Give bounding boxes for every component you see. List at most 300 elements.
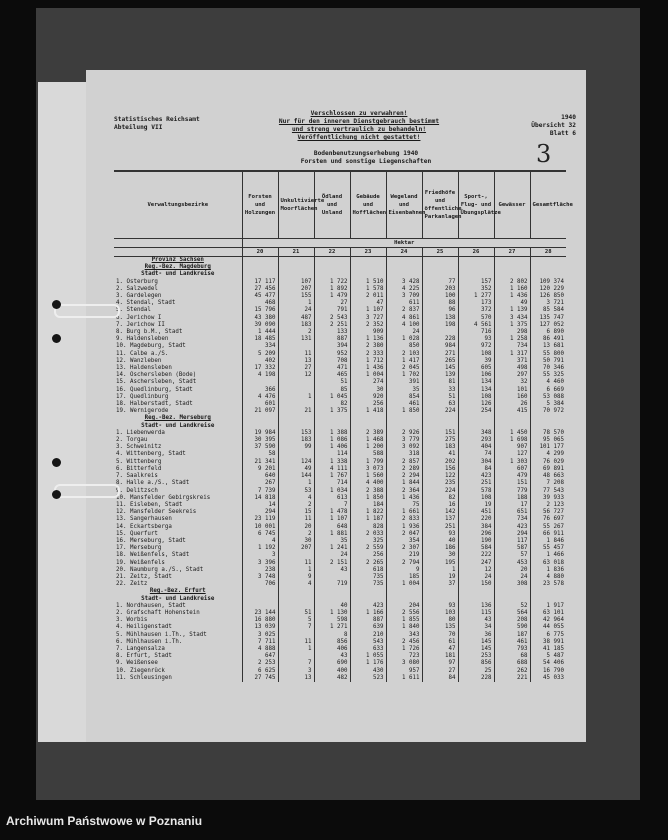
value-cell: 523: [350, 675, 386, 682]
column-header: Sport-, Flug- und Übungsplätze: [458, 171, 494, 239]
value-cell: 11: [278, 560, 314, 567]
value-cell: 2: [278, 502, 314, 509]
value-cell: 52: [494, 603, 530, 610]
empty-cell: [350, 415, 386, 422]
archive-credit: Archiwum Państwowe w Poznaniu: [6, 814, 203, 828]
table-row: [114, 480, 566, 487]
table-row: [114, 343, 566, 350]
district-name: 8. Halle a./S., Stadt: [116, 480, 190, 487]
value-cell: 253: [458, 653, 494, 660]
value-cell: 957: [386, 668, 422, 675]
table-row: [114, 632, 566, 639]
value-cell: 20: [494, 567, 530, 574]
value-cell: 19: [458, 502, 494, 509]
header-left: [114, 116, 200, 132]
punch-hole: [52, 334, 61, 343]
value-cell: 1 271: [314, 624, 350, 631]
value-cell: 9 201: [242, 466, 278, 473]
overview-number: Übersicht 32: [531, 122, 576, 129]
column-header: Ödland und Unland: [314, 171, 350, 239]
value-cell: 222: [458, 552, 494, 559]
value-cell: 43: [314, 567, 350, 574]
value-cell: 49: [494, 300, 530, 307]
value-cell: 1 107: [350, 307, 386, 314]
district-name: 10. Mansfelder Gebirgskreis: [116, 494, 211, 501]
value-cell: 1 466: [530, 552, 566, 559]
value-cell: 423: [458, 473, 494, 480]
value-cell: 219: [386, 552, 422, 559]
value-cell: 38 991: [530, 639, 566, 646]
value-cell: 1 767: [314, 473, 350, 480]
value-cell: 7 711: [242, 639, 278, 646]
notice-line: Nur für den inneren Dienstgebrauch bestimmt: [278, 118, 440, 125]
value-cell: 4: [242, 538, 278, 545]
value-cell: 131: [278, 336, 314, 343]
value-cell: 99: [278, 444, 314, 451]
empty-cell: [386, 264, 422, 271]
district-name: 15. Querfurt: [116, 530, 158, 537]
value-cell: 224: [422, 408, 458, 415]
value-cell: 151: [494, 480, 530, 487]
sheet-number: Blatt 6: [549, 130, 576, 137]
empty-cell: [278, 257, 314, 265]
value-cell: 1 139: [494, 307, 530, 314]
value-cell: 7: [278, 624, 314, 631]
value-cell: [422, 329, 458, 336]
value-cell: 27 745: [242, 675, 278, 682]
empty-cell: [278, 271, 314, 278]
value-cell: 82: [314, 401, 350, 408]
value-cell: 16 880: [242, 617, 278, 624]
value-cell: 334: [242, 343, 278, 350]
value-cell: 1 822: [350, 509, 386, 516]
value-cell: 2 389: [350, 430, 386, 437]
table-row: [114, 307, 566, 314]
empty-cell: [242, 264, 278, 271]
empty-cell: [386, 423, 422, 430]
empty-cell: [278, 264, 314, 271]
value-cell: 1 130: [314, 610, 350, 617]
column-number: 25: [422, 248, 458, 257]
value-cell: 25: [458, 668, 494, 675]
table-row: [114, 329, 566, 336]
district-name: 5. Wittenberg: [116, 458, 162, 465]
value-cell: 10 001: [242, 524, 278, 531]
value-cell: 2 794: [386, 560, 422, 567]
district-name: 1. Osterburg: [116, 278, 158, 285]
value-cell: 23 144: [242, 610, 278, 617]
value-cell: 2 103: [386, 351, 422, 358]
empty-cell: [278, 415, 314, 422]
empty-cell: [458, 415, 494, 422]
value-cell: 404: [458, 444, 494, 451]
value-cell: 590: [494, 624, 530, 631]
value-cell: 325: [350, 538, 386, 545]
value-cell: 45 477: [242, 293, 278, 300]
value-cell: 145: [458, 646, 494, 653]
section-heading: Reg.-Bez. Erfurt: [149, 588, 206, 595]
survey-title: Bodenbenutzungserhebung 1940: [313, 150, 419, 157]
value-cell: 633: [350, 646, 386, 653]
value-cell: 3 727: [350, 315, 386, 322]
value-cell: 400: [314, 668, 350, 675]
value-cell: 391: [386, 379, 422, 386]
column-number: 20: [242, 248, 278, 257]
empty-cell: [386, 271, 422, 278]
value-cell: 4 100: [386, 322, 422, 329]
value-cell: 543: [350, 639, 386, 646]
table-row: [114, 509, 566, 516]
value-cell: 779: [494, 488, 530, 495]
table-row: [114, 394, 566, 401]
value-cell: 11: [278, 639, 314, 646]
district-name: 1. Liebenwerda: [116, 429, 165, 436]
value-cell: 78 570: [530, 430, 566, 437]
value-cell: 86 491: [530, 336, 566, 343]
value-cell: 93: [458, 336, 494, 343]
value-cell: 55 267: [530, 524, 566, 531]
value-cell: 36: [458, 632, 494, 639]
value-cell: 1 258: [494, 336, 530, 343]
district-name: 7. Langensalza: [116, 645, 165, 652]
value-cell: 1 844: [386, 480, 422, 487]
empty-cell: [494, 588, 530, 595]
value-cell: 723: [386, 653, 422, 660]
district-name: 10. Ziegenrück: [116, 667, 165, 674]
district-name: 4. Heiligenstadt: [116, 624, 172, 631]
column-header: Gebäude und Hofflächen: [350, 171, 386, 239]
value-cell: 202: [422, 459, 458, 466]
value-cell: 690: [314, 660, 350, 667]
value-cell: 1: [278, 300, 314, 307]
value-cell: 4 476: [242, 394, 278, 401]
value-cell: 126 850: [530, 293, 566, 300]
value-cell: 207: [278, 286, 314, 293]
empty-cell: [494, 415, 530, 422]
value-cell: 3 748: [242, 574, 278, 581]
table-row: [114, 531, 566, 538]
value-cell: 578: [458, 488, 494, 495]
value-cell: 294: [494, 531, 530, 538]
value-cell: 2 289: [386, 466, 422, 473]
value-cell: [278, 343, 314, 350]
empty-cell: [494, 257, 530, 265]
value-cell: 48 663: [530, 473, 566, 480]
table-row: [114, 358, 566, 365]
empty-cell: [494, 271, 530, 278]
value-cell: [314, 574, 350, 581]
empty-cell: [350, 264, 386, 271]
table-row: [114, 653, 566, 660]
district-name: 19. Weißenfels: [116, 559, 165, 566]
value-cell: 4 111: [314, 466, 350, 473]
value-cell: 41 185: [530, 646, 566, 653]
value-cell: 3 396: [242, 560, 278, 567]
handwritten-page-number: 3: [536, 140, 552, 168]
value-cell: 34: [458, 624, 494, 631]
value-cell: 198: [422, 322, 458, 329]
value-cell: 2 364: [386, 488, 422, 495]
value-cell: 1 176: [350, 660, 386, 667]
district-name: 2. Salzwedel: [116, 285, 158, 292]
value-cell: 2 833: [386, 516, 422, 523]
value-cell: 108: [458, 351, 494, 358]
value-cell: 2 837: [386, 307, 422, 314]
district-name: 9. Haldensleben: [116, 336, 169, 343]
value-cell: 49: [278, 466, 314, 473]
value-cell: 1 187: [350, 516, 386, 523]
value-cell: 16 790: [530, 668, 566, 675]
subheading: Stadt- und Landkreise: [141, 271, 215, 278]
value-cell: 27 456: [242, 286, 278, 293]
table-row: [114, 668, 566, 675]
district-name: 12. Wanzleben: [116, 357, 162, 364]
value-cell: 2 151: [314, 560, 350, 567]
table-row: [114, 408, 566, 415]
value-cell: 2 033: [350, 531, 386, 538]
table-row: [114, 466, 566, 473]
value-cell: 145: [458, 639, 494, 646]
value-cell: 19: [422, 574, 458, 581]
value-cell: 137: [422, 516, 458, 523]
value-cell: 1 192: [242, 545, 278, 552]
value-cell: 23 119: [242, 516, 278, 523]
value-cell: 1 846: [530, 538, 566, 545]
value-cell: 451: [458, 509, 494, 516]
notice-line: und streng vertraulich zu behandeln!: [291, 126, 427, 133]
district-name: 3. Worbis: [116, 617, 148, 624]
value-cell: 430: [350, 668, 386, 675]
empty-cell: [458, 264, 494, 271]
value-cell: 267: [242, 480, 278, 487]
value-cell: 468: [242, 300, 278, 307]
value-cell: 274: [350, 379, 386, 386]
value-cell: 238: [242, 567, 278, 574]
section-heading-row: [114, 588, 566, 595]
value-cell: 2 253: [242, 660, 278, 667]
value-cell: [278, 603, 314, 610]
district-name: 9. Delitzsch: [116, 487, 158, 494]
value-cell: 24: [494, 574, 530, 581]
value-cell: 7: [314, 502, 350, 509]
value-cell: 587: [494, 545, 530, 552]
notice-line: Veröffentlichung nicht gestattet!: [297, 134, 421, 141]
value-cell: 611: [386, 300, 422, 307]
value-cell: 53 088: [530, 394, 566, 401]
table-row: [114, 286, 566, 293]
district-name: 8. Burg b.M., Stadt: [116, 329, 183, 336]
value-cell: 156: [422, 466, 458, 473]
value-cell: 30: [278, 538, 314, 545]
value-cell: 195: [422, 560, 458, 567]
value-cell: 4 198: [242, 372, 278, 379]
value-cell: 136: [458, 603, 494, 610]
value-cell: [278, 451, 314, 458]
value-cell: 352: [458, 286, 494, 293]
value-cell: 1 303: [494, 459, 530, 466]
value-cell: 70 346: [530, 365, 566, 372]
empty-cell: [458, 257, 494, 265]
value-cell: 24: [458, 574, 494, 581]
section-heading: Provinz Sachsen: [151, 257, 204, 263]
value-cell: 188: [494, 495, 530, 502]
value-cell: 735: [350, 574, 386, 581]
column-header: Gesamtfläche: [530, 171, 566, 239]
value-cell: 1 004: [350, 372, 386, 379]
value-cell: 1 200: [350, 444, 386, 451]
subheading: Stadt- und Landkreise: [141, 595, 215, 602]
district-name: 18. Halberstadt, Stadt: [116, 401, 193, 408]
value-cell: 402: [242, 358, 278, 365]
value-cell: 30: [350, 387, 386, 394]
value-cell: 423: [494, 524, 530, 531]
value-cell: 1 840: [386, 624, 422, 631]
value-cell: 4 299: [530, 451, 566, 458]
value-cell: 2 857: [386, 459, 422, 466]
value-cell: 17 117: [242, 279, 278, 286]
value-cell: 228: [458, 675, 494, 682]
table-row: [114, 581, 566, 588]
value-cell: 828: [350, 524, 386, 531]
value-cell: 1 444: [242, 329, 278, 336]
value-cell: 343: [386, 632, 422, 639]
value-cell: 11: [278, 516, 314, 523]
district-name: 3. Gardelegen: [116, 293, 162, 300]
value-cell: 4: [278, 495, 314, 502]
table-row: [114, 430, 566, 437]
year: 1940: [561, 114, 576, 121]
value-cell: 471: [314, 365, 350, 372]
value-cell: 2 045: [386, 365, 422, 372]
empty-cell: [314, 415, 350, 422]
district-name: 17. Quedlinburg: [116, 393, 169, 400]
value-cell: 348: [458, 430, 494, 437]
value-cell: 84: [458, 466, 494, 473]
value-cell: 20: [278, 524, 314, 531]
value-cell: 120 229: [530, 286, 566, 293]
section-heading: Reg.-Bez. Merseburg: [144, 415, 211, 422]
value-cell: 984: [422, 343, 458, 350]
value-cell: 157: [458, 279, 494, 286]
table-row: [114, 387, 566, 394]
value-cell: 13: [278, 358, 314, 365]
value-cell: 1 702: [386, 372, 422, 379]
value-cell: 39 090: [242, 322, 278, 329]
empty-cell: [422, 588, 458, 595]
value-cell: 43 380: [242, 315, 278, 322]
value-cell: 2 802: [494, 279, 530, 286]
table-row: [114, 300, 566, 307]
value-cell: 2: [278, 329, 314, 336]
value-cell: 133: [314, 329, 350, 336]
value-cell: 58: [242, 451, 278, 458]
value-cell: 716: [458, 329, 494, 336]
value-cell: 907: [494, 444, 530, 451]
value-cell: [278, 379, 314, 386]
value-cell: 1 160: [494, 286, 530, 293]
value-cell: [242, 379, 278, 386]
value-cell: 856: [314, 639, 350, 646]
table-row: [114, 293, 566, 300]
subheading-row: [114, 271, 566, 278]
value-cell: 4: [278, 581, 314, 588]
district-name: 13. Haldensleben: [116, 365, 172, 372]
value-cell: 4 888: [242, 646, 278, 653]
value-cell: 394: [314, 343, 350, 350]
value-cell: 1 418: [350, 408, 386, 415]
value-cell: 909: [350, 329, 386, 336]
value-cell: 294: [242, 509, 278, 516]
value-cell: 791: [314, 307, 350, 314]
value-cell: 8: [314, 632, 350, 639]
value-cell: 45 033: [530, 675, 566, 682]
table-row: [114, 459, 566, 466]
value-cell: 2 294: [386, 473, 422, 480]
value-cell: 3 434: [494, 315, 530, 322]
value-cell: 76 697: [530, 516, 566, 523]
value-cell: 50 791: [530, 358, 566, 365]
value-cell: 1 726: [386, 646, 422, 653]
district-name: 4. Wittenberg, Stadt: [116, 451, 186, 458]
value-cell: [278, 653, 314, 660]
value-cell: 265: [422, 358, 458, 365]
value-cell: 4 225: [386, 286, 422, 293]
district-name: 16. Quedlinburg, Stadt: [116, 386, 193, 393]
value-cell: 135 747: [530, 315, 566, 322]
value-cell: 103: [422, 610, 458, 617]
value-cell: 7 208: [530, 480, 566, 487]
value-cell: 155: [278, 293, 314, 300]
value-cell: 55 800: [530, 351, 566, 358]
value-cell: 96: [422, 307, 458, 314]
column-header: Wegeland und Eisenbahnen: [386, 171, 422, 239]
value-cell: 21 341: [242, 459, 278, 466]
value-cell: 1: [278, 394, 314, 401]
value-cell: [278, 552, 314, 559]
value-cell: 308: [494, 581, 530, 588]
empty-cell: [530, 271, 566, 278]
value-cell: 6 745: [242, 531, 278, 538]
value-cell: 1: [278, 646, 314, 653]
table-row: [114, 660, 566, 667]
value-cell: 2: [278, 531, 314, 538]
value-cell: 2 047: [386, 531, 422, 538]
value-cell: 1 850: [386, 408, 422, 415]
value-cell: 184: [350, 502, 386, 509]
column-header: Gewässer: [494, 171, 530, 239]
value-cell: 1 698: [494, 437, 530, 444]
empty-cell: [242, 596, 278, 603]
value-cell: 3 709: [386, 293, 422, 300]
value-cell: 952: [314, 351, 350, 358]
value-cell: 1 881: [314, 531, 350, 538]
value-cell: 204: [386, 603, 422, 610]
value-cell: 735: [350, 581, 386, 588]
value-cell: 1 611: [386, 675, 422, 682]
empty-cell: [350, 257, 386, 265]
value-cell: 207: [278, 545, 314, 552]
empty-cell: [530, 423, 566, 430]
value-cell: 122: [422, 473, 458, 480]
value-cell: 856: [458, 660, 494, 667]
table-row: [114, 538, 566, 545]
table-row: [114, 624, 566, 631]
value-cell: 55 457: [530, 545, 566, 552]
value-cell: 1 436: [494, 293, 530, 300]
value-cell: 706: [242, 581, 278, 588]
district-name: 6. Bitterfeld: [116, 465, 162, 472]
value-cell: 77: [422, 279, 458, 286]
